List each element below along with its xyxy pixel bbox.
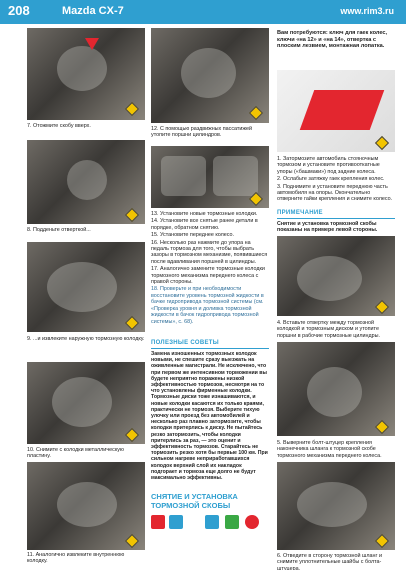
caption-4: 4. Вставьте отвертку между тормозной колодкой и тормозным диском и утопите поршни в рабочие тормозные цилиндры.	[277, 320, 380, 339]
photo-8	[27, 140, 145, 224]
photo-12	[151, 28, 269, 123]
step-18: 18. Проверьте и при необходимости восстановите уровень тормозной жидкости в бачке гидропривода тормозной системы (см. «Проверка уровня и доливка тормозной жидкости в бачок гидропривода тормозной системы», с. 68).	[151, 286, 264, 325]
photo-11	[27, 462, 145, 550]
photo-4	[277, 236, 395, 316]
step-1: 1. Затормозите автомобиль стояночным тормозом и установите противооткатные упоры («башмаки») под задние колеса.	[277, 156, 380, 175]
note-divider	[277, 218, 395, 219]
tool-badge-icon	[375, 420, 389, 434]
caption-8: 8. Подденьте отверткой...	[27, 227, 91, 233]
site-url: www.rim3.ru	[340, 6, 394, 16]
page-header	[0, 0, 406, 24]
photo-6	[277, 462, 395, 550]
section-title-line2: ТОРМОЗНОЙ СКОБЫ	[151, 501, 231, 510]
tool-badge-icon	[125, 208, 139, 222]
tips-divider	[151, 348, 269, 349]
tool-badge-icon	[125, 102, 139, 116]
car-icon	[225, 515, 239, 529]
step-14: 14. Установите все снятые ранее детали в порядке, обратном снятию.	[151, 218, 258, 231]
photo-wheel-chock	[277, 70, 395, 152]
page-number: 208	[8, 3, 30, 18]
photo-9	[27, 242, 145, 332]
caption-12: 12. С помощью раздвижных пассатижей утопите поршни цилиндров.	[151, 126, 253, 139]
caption-10: 10. Снимите с колодки металлическую пластину.	[27, 447, 124, 460]
model-title: Mazda CX-7	[62, 5, 124, 17]
tool-badge-icon	[125, 316, 139, 330]
difficulty-icons	[151, 515, 269, 533]
photo-7	[27, 28, 145, 120]
caption-11: 11. Аналогично извлеките внутреннюю колодку.	[27, 552, 125, 565]
photo-13	[151, 146, 269, 208]
step-2: 2. Ослабьте затяжку гаек крепления колес.	[277, 176, 385, 183]
tool-badge-icon	[375, 300, 389, 314]
caption-5: 5. Выверните болт-штуцер крепления наконечника шланга к тормозной скобе тормозного механизма переднего колеса.	[277, 440, 382, 459]
caption-steps-1-3	[277, 156, 395, 204]
caption-6: 6. Отведите в сторону тормозной шланг и снимите уплотнительные шайбы с болта-штуцера.	[277, 553, 382, 570]
time-icon	[169, 515, 183, 529]
photo-10	[27, 362, 145, 444]
note-title: ПРИМЕЧАНИЕ	[277, 210, 323, 216]
step-16: 16. Несколько раз нажмите до упора на педаль тормоза для того, чтобы выбрать зазоры в тормозном механизме, появившиеся после вдавливания поршней в цилиндры.	[151, 239, 268, 265]
step-17: 17. Аналогично замените тормозные колодки тормозного механизма переднего колеса с правой стороны.	[151, 266, 265, 286]
photo-5	[277, 342, 395, 436]
step-3: 3. Поднимите и установите переднюю часть автомобиля на опоры. Окончательно отверните гайки крепления и снимите колесо.	[277, 183, 393, 203]
step-13: 13. Установите новые тормозные колодки.	[151, 211, 258, 217]
tool-badge-icon	[249, 106, 263, 120]
caption-7: 7. Отожмите скобу вверх.	[27, 123, 91, 129]
tool-badge-icon	[375, 136, 389, 150]
caption-steps-13-18	[151, 211, 269, 326]
note-body: Снятие и установка тормозной скобы показаны на примере левой стороны.	[277, 221, 378, 234]
tips-title: ПОЛЕЗНЫЕ СОВЕТЫ	[151, 340, 219, 346]
section-title-line1: СНЯТИЕ И УСТАНОВКА	[151, 492, 238, 501]
tools-needed: Вам потребуются: ключ для гаек колес, ключи «на 12» и «на 14», отвертка с плоским лезвием, монтажная лопатка.	[277, 30, 388, 50]
tool-badge-icon	[125, 534, 139, 548]
section-title	[151, 492, 269, 510]
caption-9: 9. ...и извлеките наружную тормозную колодку.	[27, 336, 145, 342]
tips-body: Замена изношенных тормозных колодок новыми, не спешите сразу выезжать на оживленные магистрали. Не исключено, что при первом же интенсивном торможении вы будете неприятно поражены низкой эффективностью тормозов, несмотря на то что установлены фирменные колодки. Тормозные диски тоже изнашиваются, и новые колодки касаются их только краями, практически не тормозя. Выберите тихую улочку или проезд без автомобилей и несколько раз плавно затормозите, чтобы колодки притерлись к диску. Не пытайтесь резко затормозить, чтобы колодки притерлись за раз, — это оценит и эффективность тормозов. Старайтесь не тормозить резко хотя бы первые 100 км. При сильном нагреве неприработавшихся колодок верхний слой их накладок подгорает и тормоза еще долго не будут максимально эффективны.	[151, 351, 268, 482]
level-icon	[205, 515, 219, 529]
tool-badge-icon	[125, 428, 139, 442]
wrench-icon	[151, 515, 165, 529]
tool-badge-icon	[375, 534, 389, 548]
step-15: 15. Установите переднее колесо.	[151, 232, 235, 239]
warning-icon	[245, 515, 259, 529]
